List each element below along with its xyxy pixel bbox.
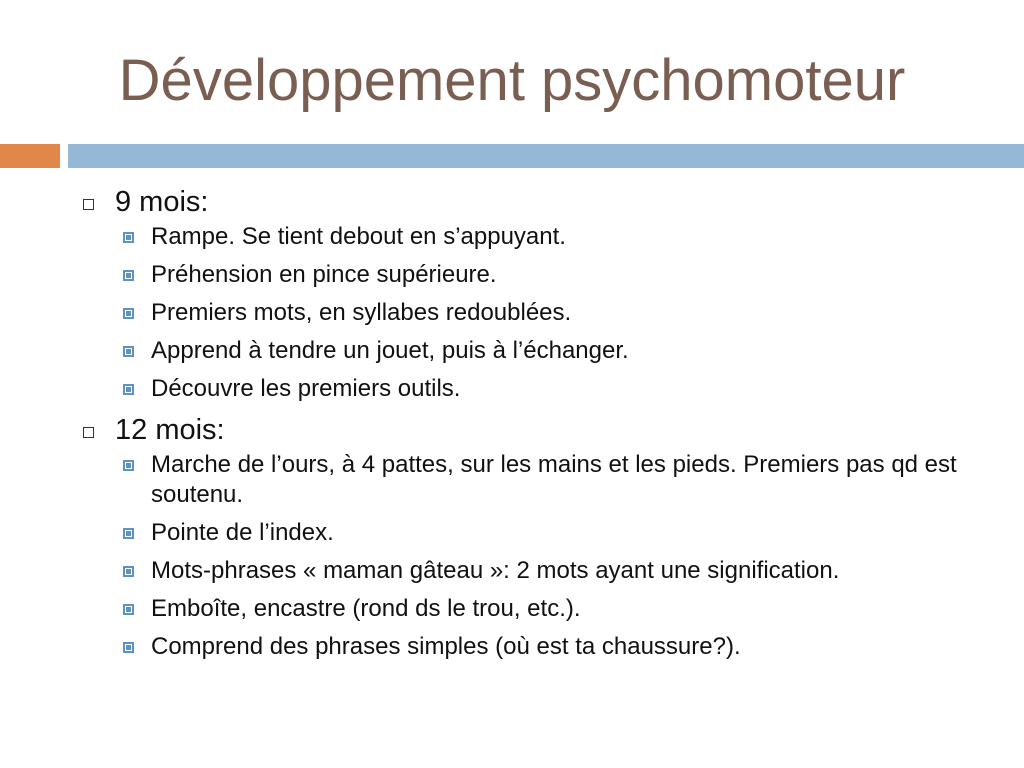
filled-square-bullet-icon: [123, 642, 134, 653]
filled-square-bullet-icon: [123, 232, 134, 243]
list-item: [78, 336, 978, 366]
filled-square-bullet-icon: [123, 308, 134, 319]
list-item: [78, 222, 978, 252]
filled-square-bullet-icon: [123, 604, 134, 615]
section-items-9-mois: [78, 222, 978, 404]
title-accent-bar-blue: [68, 144, 1024, 168]
title-accent-bar-orange: [0, 144, 60, 168]
square-bullet-icon: [83, 427, 94, 438]
list-item-text: Marche de l’ours, à 4 pattes, sur les mains et les pieds. Premiers pas qd est soutenu.: [151, 451, 957, 508]
list-item: [78, 556, 978, 586]
list-item: [78, 260, 978, 290]
list-item: [78, 450, 978, 510]
section-heading-9-mois: [78, 184, 978, 220]
list-item-text: Comprend des phrases simples (où est ta chaussure?).: [151, 633, 741, 660]
section-heading-text: 9 mois:: [115, 186, 209, 218]
list-item-text: Découvre les premiers outils.: [151, 375, 461, 402]
list-item: [78, 632, 978, 662]
filled-square-bullet-icon: [123, 384, 134, 395]
section-heading-12-mois: [78, 412, 978, 448]
list-item-text: Premiers mots, en syllabes redoublées.: [151, 299, 572, 326]
list-item: [78, 594, 978, 624]
list-item-text: Pointe de l’index.: [151, 519, 334, 546]
filled-square-bullet-icon: [123, 460, 134, 471]
filled-square-bullet-icon: [123, 270, 134, 281]
list-item: [78, 374, 978, 404]
square-bullet-icon: [83, 199, 94, 210]
section-items-12-mois: [78, 450, 978, 662]
filled-square-bullet-icon: [123, 346, 134, 357]
filled-square-bullet-icon: [123, 566, 134, 577]
list-item-text: Apprend à tendre un jouet, puis à l’échanger.: [151, 337, 629, 364]
list-item-text: Rampe. Se tient debout en s’appuyant.: [151, 223, 566, 250]
slide-title: Développement psychomoteur: [118, 48, 906, 113]
slide-body: [78, 180, 978, 670]
filled-square-bullet-icon: [123, 528, 134, 539]
list-item: [78, 298, 978, 328]
list-item-text: Préhension en pince supérieure.: [151, 261, 497, 288]
list-item-text: Emboîte, encastre (rond ds le trou, etc.).: [151, 595, 581, 622]
list-item: [78, 518, 978, 548]
list-item-text: Mots-phrases « maman gâteau »: 2 mots ayant une signification.: [151, 557, 840, 584]
section-heading-text: 12 mois:: [115, 414, 225, 446]
